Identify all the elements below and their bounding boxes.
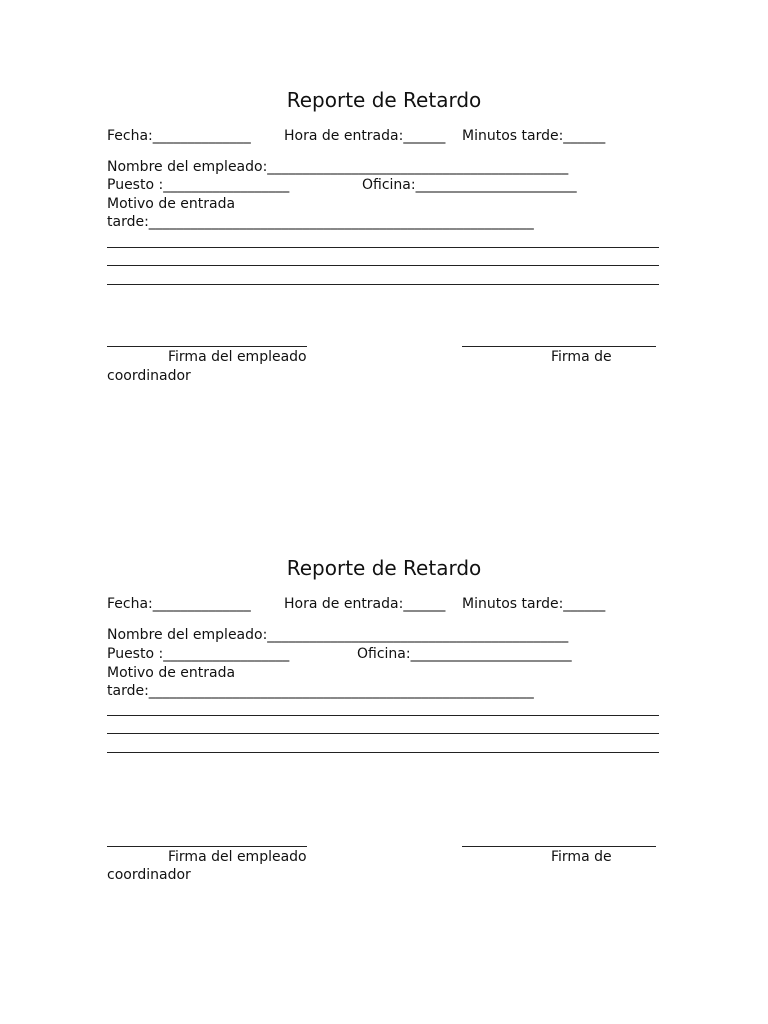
- motivo-label: Motivo de entrada: [107, 665, 236, 681]
- firma-empleado-label: Firma del empleado: [168, 349, 307, 365]
- oficina-field[interactable]: Oficina:_______________________: [357, 646, 572, 662]
- hora-entrada-field[interactable]: Hora de entrada:______: [284, 128, 446, 144]
- firma-coordinador-line[interactable]: [462, 346, 656, 347]
- firma-coordinador-label-cont: coordinador: [107, 867, 191, 883]
- motivo-line-2[interactable]: [107, 733, 659, 734]
- puesto-field[interactable]: Puesto :__________________: [107, 646, 290, 662]
- motivo-field[interactable]: tarde:_______________________________________________________: [107, 214, 534, 230]
- fecha-field[interactable]: Fecha:______________: [107, 128, 251, 144]
- hora-entrada-field[interactable]: Hora de entrada:______: [284, 596, 446, 612]
- form-title: Reporte de Retardo: [286, 556, 482, 580]
- nombre-empleado-field[interactable]: Nombre del empleado:___________________________________________: [107, 627, 569, 643]
- minutos-tarde-field[interactable]: Minutos tarde:______: [462, 128, 606, 144]
- motivo-line-1[interactable]: [107, 247, 659, 248]
- oficina-field[interactable]: Oficina:_______________________: [362, 177, 577, 193]
- motivo-line-3[interactable]: [107, 752, 659, 753]
- motivo-line-3[interactable]: [107, 284, 659, 285]
- firma-coordinador-label: Firma de: [551, 349, 612, 365]
- puesto-field[interactable]: Puesto :__________________: [107, 177, 290, 193]
- firma-empleado-line[interactable]: [107, 846, 307, 847]
- minutos-tarde-field[interactable]: Minutos tarde:______: [462, 596, 606, 612]
- firma-coordinador-line[interactable]: [462, 846, 656, 847]
- form-title: Reporte de Retardo: [286, 88, 482, 112]
- firma-empleado-line[interactable]: [107, 346, 307, 347]
- firma-empleado-label: Firma del empleado: [168, 849, 307, 865]
- fecha-field[interactable]: Fecha:______________: [107, 596, 251, 612]
- motivo-field[interactable]: tarde:_______________________________________________________: [107, 683, 534, 699]
- nombre-empleado-field[interactable]: Nombre del empleado:___________________________________________: [107, 159, 569, 175]
- motivo-line-2[interactable]: [107, 265, 659, 266]
- firma-coordinador-label-cont: coordinador: [107, 368, 191, 384]
- firma-coordinador-label: Firma de: [551, 849, 612, 865]
- motivo-line-1[interactable]: [107, 715, 659, 716]
- motivo-label: Motivo de entrada: [107, 196, 236, 212]
